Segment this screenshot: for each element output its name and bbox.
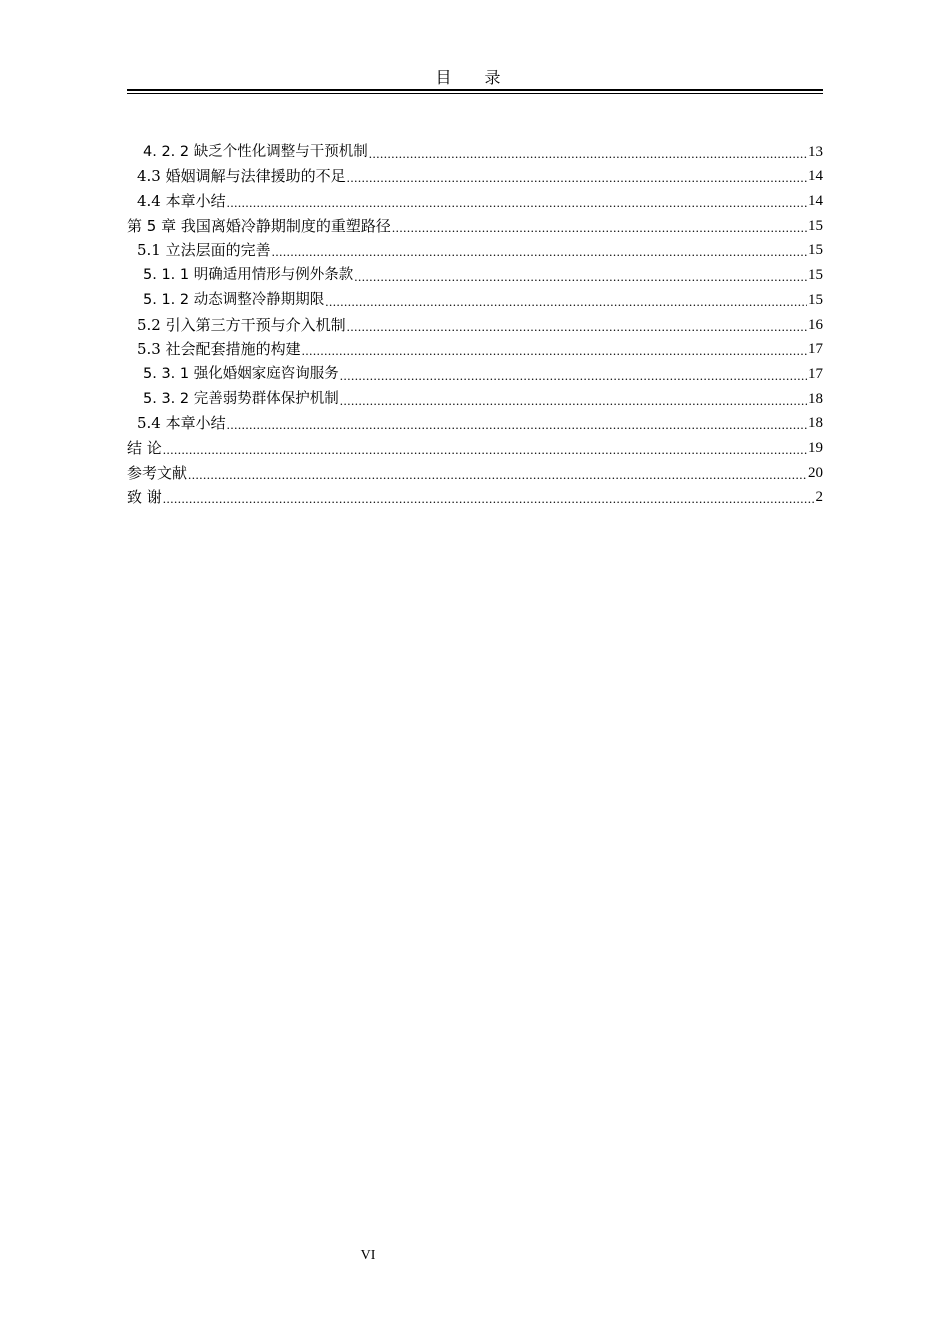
toc-entry-label: 5. 3. 2 完善弱势群体保护机制 [143,390,339,407]
toc-entry[interactable] [127,384,823,409]
toc-dot-leader [392,216,807,236]
page-number: VI [360,1248,376,1263]
toc-entry[interactable] [127,458,823,483]
toc-entry[interactable] [127,285,823,310]
toc-entry-page-number: 14 [808,193,823,210]
toc-entry-page-number: 19 [808,439,823,456]
toc-entry[interactable] [127,433,823,458]
toc-entry[interactable] [127,335,823,360]
header-rule-thin [127,93,823,94]
toc-entry-page-number: 15 [808,267,823,284]
toc-entry-label: 第 5 章 我国离婚冷静期制度的重塑路径 [127,216,391,235]
toc-dot-leader [340,389,807,409]
toc-dot-leader [227,191,807,211]
toc-entry[interactable] [127,162,823,187]
toc-dot-leader [163,487,815,507]
toc-dot-leader [347,315,807,335]
toc-entry-label: 4. 2. 2 缺乏个性化调整与干预机制 [143,143,368,160]
toc-entry-label: 5.3 社会配套措施的构建 [137,340,301,359]
toc-dot-leader [302,339,807,359]
toc-dot-leader [340,364,807,384]
toc-entry[interactable] [127,236,823,261]
toc-entry-label: 5.4 本章小结 [137,414,226,433]
toc-dot-leader [369,142,807,162]
toc-entry-page-number: 2 [815,489,823,506]
toc-dot-leader [227,413,807,433]
toc-entry-page-number: 14 [808,168,823,185]
toc-entry[interactable] [127,359,823,384]
toc-entry-label: 4.3 婚姻调解与法律援助的不足 [137,167,346,186]
toc-dot-leader [272,240,807,260]
header-rule-thick [127,89,823,91]
toc-entry[interactable] [127,310,823,335]
toc-entry-page-number: 15 [808,291,823,308]
toc-entry-page-number: 20 [808,464,823,481]
toc-entry-page-number: 17 [808,365,823,382]
toc-entry[interactable] [127,211,823,236]
toc-entry-page-number: 18 [808,390,823,407]
page-header-title: 目 录 [435,68,515,87]
toc-dot-leader [354,265,807,285]
toc-entry-page-number: 15 [808,217,823,234]
toc-entry-label: 5. 3. 1 强化婚姻家庭咨询服务 [143,365,339,382]
toc-entry-label: 参考文献 [127,463,188,482]
toc-dot-leader [188,463,807,483]
toc-entry-page-number: 18 [808,415,823,432]
toc-entry-label: 4.4 本章小结 [137,192,226,211]
toc-entry[interactable] [127,483,823,508]
toc-entry-label: 5.2 引入第三方干预与介入机制 [137,315,346,334]
toc-entry-label: 致 谢 [127,488,162,507]
toc-entry-page-number: 15 [808,242,823,259]
toc-entry[interactable] [127,409,823,434]
toc-entry[interactable] [127,137,823,162]
toc-entry-label: 5. 1. 2 动态调整冷静期期限 [143,291,325,308]
toc-entry[interactable] [127,260,823,285]
toc-entry-page-number: 16 [808,316,823,333]
toc-dot-leader [325,290,807,310]
toc-entry-label: 5.1 立法层面的完善 [137,241,271,260]
toc-entry-page-number: 17 [808,341,823,358]
toc-entry[interactable] [127,186,823,211]
toc-dot-leader [347,166,807,186]
toc-dot-leader [163,438,807,458]
table-of-contents [127,137,823,507]
toc-entry-page-number: 13 [808,143,823,160]
toc-entry-label: 结 论 [127,438,162,457]
toc-entry-label: 5. 1. 1 明确适用情形与例外条款 [143,267,354,284]
